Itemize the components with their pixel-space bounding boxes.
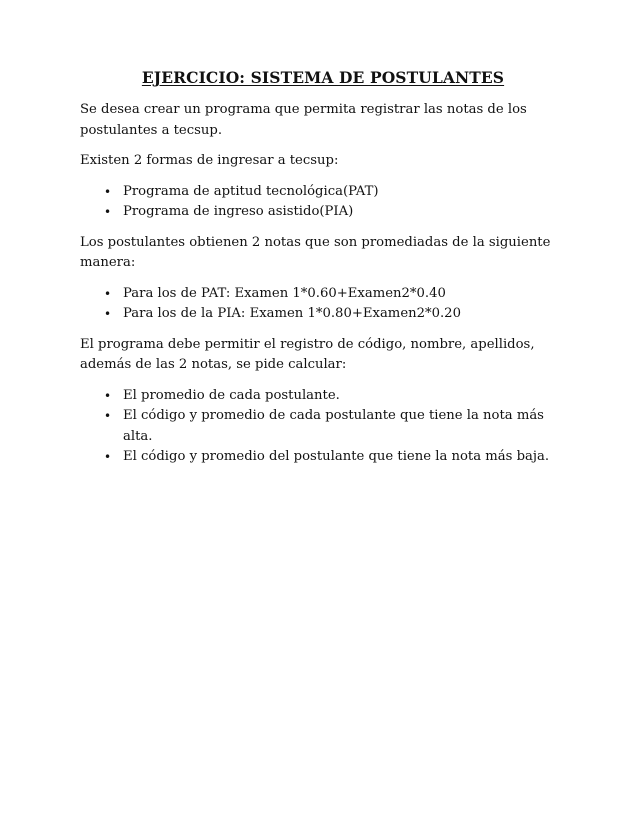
document-title: EJERCICIO: SISTEMA DE POSTULANTES	[141, 68, 505, 87]
list-item	[80, 386, 566, 407]
document-page	[80, 68, 566, 478]
requirements-intro-paragraph: El programa debe permitir el registro de código, nombre, apellidos, además de las 2 notas, se pide calcular:	[80, 336, 535, 372]
bullet-icon: •	[104, 450, 112, 464]
grades-intro-paragraph: Los postulantes obtienen 2 notas que son promediadas de la siguiente manera:	[80, 234, 551, 270]
forms-intro-paragraph: Existen 2 formas de ingresar a tecsup:	[80, 153, 339, 168]
list-item	[80, 447, 566, 468]
bullet-icon: •	[104, 184, 112, 199]
bullet-icon: •	[104, 286, 112, 301]
list-item-text: El código y promedio de cada postulante que tiene la nota más alta.	[123, 408, 544, 444]
list-item	[80, 406, 566, 447]
grades-list	[80, 284, 566, 325]
list-item	[80, 182, 566, 203]
bullet-icon: •	[104, 205, 112, 219]
bullet-icon: •	[104, 388, 112, 403]
list-item	[80, 284, 566, 305]
list-item-text: Para los de PAT: Examen 1*0.60+Examen2*0.40	[123, 285, 446, 301]
list-item-text: Programa de ingreso asistido(PIA)	[123, 204, 354, 219]
list-item-text: El código y promedio del postulante que tiene la nota más baja.	[123, 449, 550, 464]
forms-list	[80, 182, 566, 223]
requirements-list	[80, 386, 566, 468]
list-item	[80, 202, 566, 223]
list-item-text: El promedio de cada postulante.	[123, 387, 340, 403]
list-item	[80, 304, 566, 325]
list-item-text: Para los de la PIA: Examen 1*0.80+Examen2*0.20	[123, 306, 461, 321]
bullet-icon: •	[104, 409, 112, 423]
intro-paragraph: Se desea crear un programa que permita registrar las notas de los postulantes a tecsup.	[80, 102, 527, 138]
list-item-text: Programa de aptitud tecnológica(PAT)	[123, 183, 379, 199]
bullet-icon: •	[104, 307, 112, 321]
